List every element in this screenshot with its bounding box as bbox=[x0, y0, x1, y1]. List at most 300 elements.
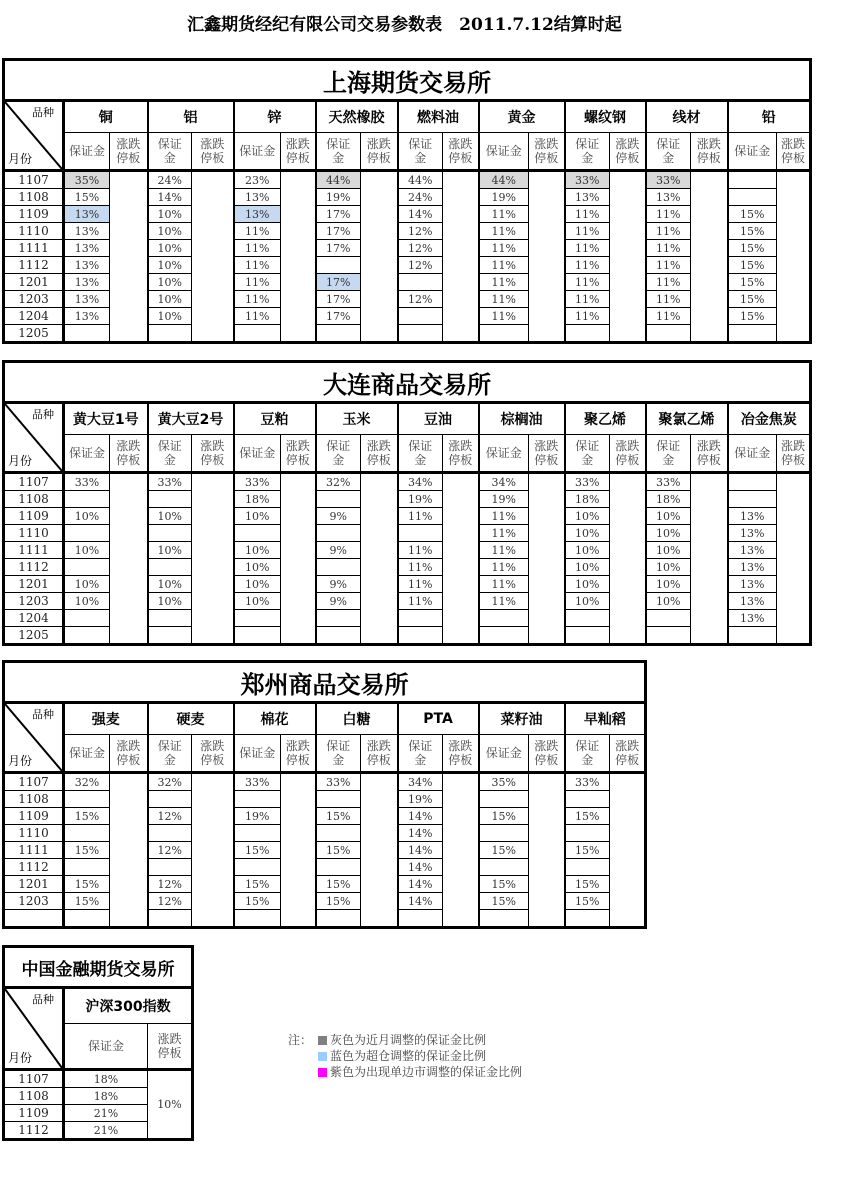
product-header: 强麦 bbox=[64, 703, 148, 735]
margin-cell bbox=[646, 627, 691, 645]
margin-cell bbox=[565, 325, 610, 343]
margin-cell: 11% bbox=[479, 206, 529, 223]
margin-cell: 11% bbox=[479, 508, 529, 525]
margin-cell: 15% bbox=[64, 842, 110, 859]
margin-cell: 10% bbox=[234, 542, 281, 559]
product-header: 铜 bbox=[64, 101, 148, 133]
month-cell: 1204 bbox=[4, 610, 64, 627]
margin-cell: 15% bbox=[316, 842, 361, 859]
margin-cell: 14% bbox=[398, 893, 443, 910]
margin-cell: 10% bbox=[234, 593, 281, 610]
margin-cell: 15% bbox=[479, 842, 529, 859]
limit-column-header: 涨跌 停板 bbox=[192, 133, 234, 171]
limit-column-header: 涨跌 停板 bbox=[529, 133, 565, 171]
limit-cell bbox=[691, 171, 728, 343]
corner-header bbox=[4, 703, 64, 773]
margin-cell: 15% bbox=[234, 876, 281, 893]
margin-cell: 44% bbox=[398, 171, 443, 189]
margin-cell: 11% bbox=[565, 240, 610, 257]
margin-cell bbox=[148, 325, 192, 343]
margin-cell: 11% bbox=[398, 508, 443, 525]
limit-column-header: 涨跌 停板 bbox=[361, 435, 398, 473]
document-title-text: 汇鑫期货经纪有限公司交易参数表 2011.7.12结算时起 bbox=[187, 15, 622, 35]
limit-cell bbox=[529, 473, 565, 645]
magenta-swatch-icon bbox=[318, 1068, 327, 1077]
margin-cell: 15% bbox=[479, 876, 529, 893]
margin-cell bbox=[646, 325, 691, 343]
limit-cell bbox=[192, 473, 234, 645]
margin-cell bbox=[728, 171, 777, 189]
margin-cell bbox=[565, 910, 610, 928]
limit-cell bbox=[443, 773, 479, 928]
margin-cell bbox=[565, 791, 610, 808]
margin-cell bbox=[316, 525, 361, 542]
margin-cell: 15% bbox=[728, 240, 777, 257]
exchange-name: 郑州商品交易所 bbox=[4, 662, 646, 703]
legend-text-blue: 蓝色为超仓调整的保证金比例 bbox=[330, 1049, 487, 1063]
margin-cell: 17% bbox=[316, 274, 361, 291]
margin-cell: 9% bbox=[316, 508, 361, 525]
margin-cell: 33% bbox=[646, 171, 691, 189]
product-header: 黄金 bbox=[479, 101, 565, 133]
margin-cell: 10% bbox=[148, 274, 192, 291]
margin-cell bbox=[148, 559, 192, 576]
margin-cell: 10% bbox=[565, 559, 610, 576]
margin-cell bbox=[234, 610, 281, 627]
limit-cell bbox=[691, 473, 728, 645]
margin-cell: 11% bbox=[565, 223, 610, 240]
margin-cell: 44% bbox=[479, 171, 529, 189]
margin-cell bbox=[316, 491, 361, 508]
corner-month-label: 月份 bbox=[8, 754, 33, 768]
month-cell: 1112 bbox=[4, 559, 64, 576]
margin-cell: 11% bbox=[479, 274, 529, 291]
sub-header-row bbox=[4, 735, 646, 773]
legend-text-magenta: 紫色为出现单边市调整的保证金比例 bbox=[330, 1065, 523, 1079]
margin-cell: 15% bbox=[728, 274, 777, 291]
margin-cell: 10% bbox=[234, 576, 281, 593]
margin-cell: 11% bbox=[234, 257, 281, 274]
margin-cell: 17% bbox=[316, 206, 361, 223]
margin-cell: 10% bbox=[148, 257, 192, 274]
limit-cell bbox=[192, 773, 234, 928]
margin-cell: 17% bbox=[316, 240, 361, 257]
corner-header bbox=[4, 403, 64, 473]
margin-column-header: 保证金 bbox=[728, 133, 777, 171]
margin-cell bbox=[234, 525, 281, 542]
margin-cell: 10% bbox=[148, 542, 192, 559]
margin-cell: 15% bbox=[565, 876, 610, 893]
product-header: 锌 bbox=[234, 101, 316, 133]
margin-cell: 10% bbox=[565, 542, 610, 559]
limit-column-header: 涨跌 停板 bbox=[361, 133, 398, 171]
product-header: 聚乙烯 bbox=[565, 403, 646, 435]
product-header-row bbox=[4, 403, 811, 435]
limit-column-header: 涨跌 停板 bbox=[529, 435, 565, 473]
margin-cell bbox=[64, 627, 110, 645]
margin-cell: 13% bbox=[646, 189, 691, 206]
margin-cell bbox=[479, 859, 529, 876]
margin-cell: 18% bbox=[646, 491, 691, 508]
margin-cell: 15% bbox=[728, 223, 777, 240]
limit-cell bbox=[192, 171, 234, 343]
margin-cell: 14% bbox=[398, 842, 443, 859]
margin-cell: 11% bbox=[646, 223, 691, 240]
margin-cell: 10% bbox=[565, 508, 610, 525]
margin-column-header: 保证 金 bbox=[316, 735, 361, 773]
limit-column-header: 涨跌 停板 bbox=[610, 133, 646, 171]
product-header: 菜籽油 bbox=[479, 703, 565, 735]
margin-cell: 15% bbox=[479, 808, 529, 825]
margin-cell: 10% bbox=[64, 542, 110, 559]
margin-cell: 11% bbox=[646, 240, 691, 257]
margin-column-header: 保证 金 bbox=[646, 133, 691, 171]
product-header: 聚氯乙烯 bbox=[646, 403, 728, 435]
margin-cell: 9% bbox=[316, 576, 361, 593]
margin-cell: 11% bbox=[479, 223, 529, 240]
margin-cell: 11% bbox=[234, 291, 281, 308]
margin-cell: 11% bbox=[479, 308, 529, 325]
margin-cell bbox=[316, 859, 361, 876]
margin-cell: 12% bbox=[148, 893, 192, 910]
margin-cell: 15% bbox=[728, 308, 777, 325]
margin-cell bbox=[398, 627, 443, 645]
limit-column-header: 涨跌 停板 bbox=[777, 435, 811, 473]
margin-cell: 33% bbox=[64, 473, 110, 491]
margin-cell: 10% bbox=[148, 508, 192, 525]
month-cell: 1111 bbox=[4, 842, 64, 859]
corner-product-label: 品种 bbox=[32, 408, 54, 421]
margin-cell: 15% bbox=[234, 842, 281, 859]
margin-cell: 13% bbox=[728, 559, 777, 576]
product-header: 棕榈油 bbox=[479, 403, 565, 435]
margin-cell: 10% bbox=[565, 525, 610, 542]
blue-swatch-icon bbox=[318, 1052, 327, 1061]
margin-cell: 13% bbox=[64, 257, 110, 274]
margin-cell: 34% bbox=[398, 473, 443, 491]
margin-cell: 10% bbox=[148, 593, 192, 610]
limit-cell bbox=[610, 773, 646, 928]
margin-column-header: 保证金 bbox=[64, 735, 110, 773]
margin-cell: 12% bbox=[148, 876, 192, 893]
margin-cell: 18% bbox=[234, 491, 281, 508]
margin-cell: 11% bbox=[565, 274, 610, 291]
margin-cell: 11% bbox=[479, 576, 529, 593]
margin-cell: 12% bbox=[398, 240, 443, 257]
limit-column-header: 涨跌 停板 bbox=[110, 133, 148, 171]
limit-cell bbox=[110, 773, 148, 928]
limit-column-header: 涨跌 停板 bbox=[777, 133, 811, 171]
product-header: 豆油 bbox=[398, 403, 479, 435]
margin-cell bbox=[148, 491, 192, 508]
margin-cell: 24% bbox=[398, 189, 443, 206]
margin-cell bbox=[234, 825, 281, 842]
margin-cell bbox=[64, 325, 110, 343]
margin-cell bbox=[479, 627, 529, 645]
margin-cell: 10% bbox=[234, 508, 281, 525]
margin-cell: 19% bbox=[398, 491, 443, 508]
limit-cell bbox=[361, 171, 398, 343]
margin-cell: 10% bbox=[148, 223, 192, 240]
limit-column-header: 涨跌 停板 bbox=[443, 735, 479, 773]
margin-cell: 18% bbox=[64, 1070, 148, 1088]
margin-cell: 34% bbox=[479, 473, 529, 491]
month-cell: 1107 bbox=[4, 171, 64, 189]
limit-cell bbox=[777, 171, 811, 343]
margin-cell bbox=[316, 791, 361, 808]
margin-cell: 11% bbox=[479, 542, 529, 559]
margin-cell: 11% bbox=[646, 257, 691, 274]
margin-cell bbox=[316, 825, 361, 842]
margin-cell: 13% bbox=[234, 189, 281, 206]
month-cell: 1110 bbox=[4, 825, 64, 842]
margin-cell: 12% bbox=[398, 291, 443, 308]
margin-cell: 35% bbox=[64, 171, 110, 189]
product-header: 燃料油 bbox=[398, 101, 479, 133]
margin-cell: 15% bbox=[64, 189, 110, 206]
margin-column-header: 保证 金 bbox=[316, 435, 361, 473]
margin-cell: 15% bbox=[479, 893, 529, 910]
margin-cell bbox=[565, 610, 610, 627]
month-cell: 1111 bbox=[4, 240, 64, 257]
limit-column-header: 涨跌 停板 bbox=[110, 435, 148, 473]
limit-cell bbox=[443, 473, 479, 645]
margin-column-header: 保证 金 bbox=[398, 435, 443, 473]
limit-cell: 10% bbox=[148, 1070, 193, 1140]
margin-cell: 19% bbox=[234, 808, 281, 825]
limit-cell bbox=[281, 171, 316, 343]
sub-header-row bbox=[4, 133, 811, 171]
limit-cell bbox=[610, 473, 646, 645]
margin-cell: 33% bbox=[565, 773, 610, 791]
limit-column-header: 涨跌 停板 bbox=[529, 735, 565, 773]
margin-cell: 32% bbox=[316, 473, 361, 491]
margin-cell: 11% bbox=[234, 274, 281, 291]
product-header: 铅 bbox=[728, 101, 811, 133]
margin-cell: 15% bbox=[565, 808, 610, 825]
margin-cell bbox=[316, 257, 361, 274]
margin-cell bbox=[148, 627, 192, 645]
product-header: 冶金焦炭 bbox=[728, 403, 811, 435]
limit-cell bbox=[610, 171, 646, 343]
margin-column-header: 保证金 bbox=[64, 435, 110, 473]
margin-column-header: 保证 金 bbox=[565, 735, 610, 773]
margin-cell: 13% bbox=[64, 223, 110, 240]
corner-month-label: 月份 bbox=[8, 454, 33, 468]
margin-cell bbox=[565, 627, 610, 645]
limit-column-header: 涨跌 停板 bbox=[691, 435, 728, 473]
gray-swatch-icon bbox=[318, 1036, 327, 1045]
margin-column-header: 保证金 bbox=[234, 133, 281, 171]
margin-cell: 11% bbox=[565, 308, 610, 325]
margin-cell: 11% bbox=[479, 291, 529, 308]
table-row bbox=[4, 773, 646, 791]
margin-cell: 15% bbox=[316, 893, 361, 910]
margin-cell: 21% bbox=[64, 1105, 148, 1122]
margin-cell: 11% bbox=[646, 274, 691, 291]
margin-cell: 13% bbox=[64, 206, 110, 223]
margin-cell: 12% bbox=[148, 808, 192, 825]
margin-cell: 11% bbox=[398, 593, 443, 610]
exchange-title-row bbox=[4, 947, 193, 988]
margin-column-header: 保证 金 bbox=[646, 435, 691, 473]
limit-cell bbox=[110, 473, 148, 645]
margin-cell: 13% bbox=[728, 542, 777, 559]
margin-column-header: 保证 金 bbox=[398, 735, 443, 773]
margin-cell: 11% bbox=[565, 206, 610, 223]
margin-column-header: 保证 金 bbox=[148, 735, 192, 773]
month-cell: 1107 bbox=[4, 1070, 64, 1088]
margin-cell bbox=[398, 910, 443, 928]
legend-row-magenta bbox=[288, 1064, 522, 1080]
limit-column-header: 涨跌 停板 bbox=[281, 133, 316, 171]
margin-cell: 11% bbox=[234, 223, 281, 240]
margin-cell: 11% bbox=[479, 525, 529, 542]
margin-cell bbox=[479, 825, 529, 842]
margin-cell: 13% bbox=[728, 610, 777, 627]
margin-cell: 15% bbox=[64, 808, 110, 825]
margin-cell: 21% bbox=[64, 1122, 148, 1140]
margin-cell bbox=[64, 610, 110, 627]
month-cell: 1109 bbox=[4, 508, 64, 525]
limit-cell bbox=[110, 171, 148, 343]
exchange-name: 大连商品交易所 bbox=[4, 362, 811, 403]
corner-header bbox=[4, 101, 64, 171]
margin-column-header: 保证金 bbox=[234, 735, 281, 773]
product-header: 玉米 bbox=[316, 403, 398, 435]
margin-cell: 33% bbox=[316, 773, 361, 791]
margin-cell: 13% bbox=[234, 206, 281, 223]
month-cell: 1203 bbox=[4, 893, 64, 910]
margin-cell: 10% bbox=[148, 240, 192, 257]
margin-column-header: 保证 金 bbox=[148, 133, 192, 171]
legend-note-label: 注： bbox=[288, 1033, 313, 1047]
margin-cell: 11% bbox=[646, 206, 691, 223]
margin-cell: 33% bbox=[565, 171, 610, 189]
month-cell: 1108 bbox=[4, 791, 64, 808]
table-row bbox=[4, 473, 811, 491]
margin-column-header: 保证金 bbox=[479, 435, 529, 473]
month-cell: 1108 bbox=[4, 189, 64, 206]
margin-cell: 11% bbox=[479, 257, 529, 274]
limit-cell bbox=[529, 171, 565, 343]
margin-cell: 35% bbox=[479, 773, 529, 791]
margin-cell: 10% bbox=[148, 206, 192, 223]
margin-cell: 10% bbox=[234, 559, 281, 576]
margin-cell: 11% bbox=[398, 542, 443, 559]
margin-cell bbox=[398, 308, 443, 325]
margin-cell: 14% bbox=[398, 859, 443, 876]
margin-cell: 10% bbox=[565, 576, 610, 593]
margin-cell: 19% bbox=[398, 791, 443, 808]
margin-cell: 12% bbox=[398, 257, 443, 274]
margin-cell bbox=[148, 910, 192, 928]
margin-cell bbox=[234, 859, 281, 876]
margin-cell: 19% bbox=[479, 189, 529, 206]
margin-cell bbox=[148, 525, 192, 542]
product-header: 黄大豆1号 bbox=[64, 403, 148, 435]
margin-cell bbox=[234, 325, 281, 343]
margin-cell: 10% bbox=[646, 508, 691, 525]
margin-cell: 14% bbox=[148, 189, 192, 206]
margin-cell: 15% bbox=[316, 808, 361, 825]
margin-cell bbox=[148, 859, 192, 876]
margin-cell: 18% bbox=[565, 491, 610, 508]
margin-cell bbox=[64, 491, 110, 508]
limit-cell bbox=[443, 171, 479, 343]
margin-column-header: 保证金 bbox=[479, 133, 529, 171]
margin-column-header: 保证 金 bbox=[565, 435, 610, 473]
margin-cell: 15% bbox=[64, 893, 110, 910]
margin-cell: 15% bbox=[728, 291, 777, 308]
margin-cell: 15% bbox=[728, 257, 777, 274]
margin-cell: 11% bbox=[479, 559, 529, 576]
margin-cell bbox=[479, 325, 529, 343]
legend-row-blue bbox=[288, 1048, 522, 1064]
margin-cell bbox=[316, 325, 361, 343]
margin-cell: 11% bbox=[479, 593, 529, 610]
margin-cell: 11% bbox=[398, 576, 443, 593]
margin-cell bbox=[479, 791, 529, 808]
margin-cell: 13% bbox=[565, 189, 610, 206]
table-row bbox=[4, 171, 811, 189]
margin-cell: 10% bbox=[565, 593, 610, 610]
product-header: 豆粕 bbox=[234, 403, 316, 435]
product-header: 硬麦 bbox=[148, 703, 234, 735]
margin-cell: 10% bbox=[646, 542, 691, 559]
margin-cell: 17% bbox=[316, 308, 361, 325]
margin-cell: 14% bbox=[398, 876, 443, 893]
margin-cell: 11% bbox=[646, 308, 691, 325]
limit-column-header: 涨跌 停板 bbox=[192, 435, 234, 473]
limit-cell bbox=[281, 473, 316, 645]
margin-cell bbox=[64, 559, 110, 576]
margin-cell bbox=[728, 627, 777, 645]
margin-cell: 33% bbox=[234, 773, 281, 791]
month-cell bbox=[4, 910, 64, 928]
exchange-name: 上海期货交易所 bbox=[4, 60, 811, 101]
margin-cell: 13% bbox=[728, 508, 777, 525]
margin-cell: 18% bbox=[64, 1088, 148, 1105]
limit-cell bbox=[529, 773, 565, 928]
month-cell: 1110 bbox=[4, 525, 64, 542]
margin-cell bbox=[234, 910, 281, 928]
margin-cell bbox=[64, 525, 110, 542]
margin-column-header: 保证金 bbox=[64, 1024, 148, 1070]
exchange-table-czce bbox=[2, 660, 647, 929]
limit-column-header: 涨跌 停板 bbox=[691, 133, 728, 171]
product-header: 铝 bbox=[148, 101, 234, 133]
margin-cell: 44% bbox=[316, 171, 361, 189]
margin-cell bbox=[479, 910, 529, 928]
margin-cell: 10% bbox=[64, 593, 110, 610]
margin-cell: 10% bbox=[148, 576, 192, 593]
product-header-row bbox=[4, 101, 811, 133]
product-header: 沪深300指数 bbox=[64, 988, 193, 1024]
margin-cell bbox=[316, 610, 361, 627]
margin-cell bbox=[565, 859, 610, 876]
limit-column-header: 涨跌 停板 bbox=[443, 133, 479, 171]
exchange-table-shfe bbox=[2, 58, 812, 344]
margin-cell: 10% bbox=[646, 593, 691, 610]
corner-product-label: 品种 bbox=[32, 106, 54, 119]
margin-cell: 11% bbox=[646, 291, 691, 308]
margin-cell bbox=[234, 791, 281, 808]
color-legend bbox=[288, 1032, 522, 1080]
limit-cell bbox=[361, 473, 398, 645]
margin-cell bbox=[148, 825, 192, 842]
month-cell: 1109 bbox=[4, 1105, 64, 1122]
